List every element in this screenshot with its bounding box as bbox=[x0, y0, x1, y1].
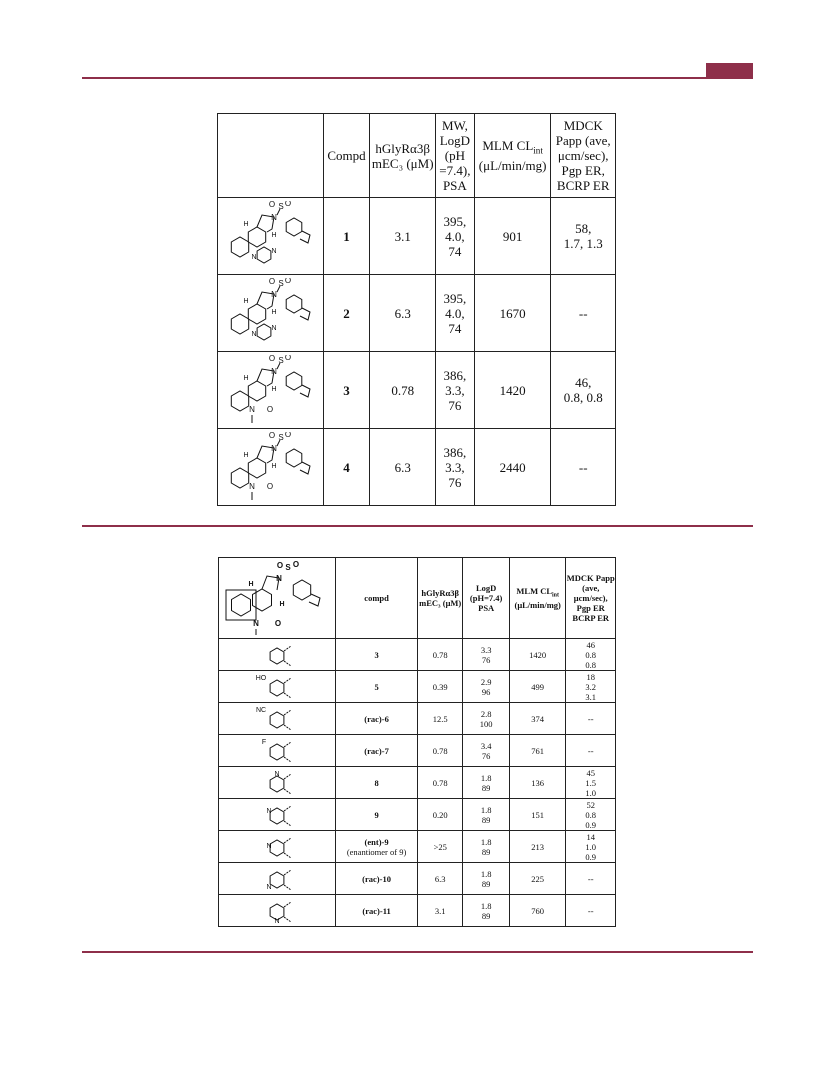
aryl-ring bbox=[270, 648, 284, 664]
cell-ec3: 0.78 bbox=[370, 352, 436, 429]
substituent-structure bbox=[219, 831, 336, 863]
sulfur-label: S bbox=[285, 563, 291, 572]
table-row bbox=[218, 275, 616, 352]
oxygen-label: O bbox=[269, 432, 276, 440]
cell-ec3: 0.78 bbox=[417, 735, 462, 767]
table-row bbox=[219, 767, 616, 799]
central-ring bbox=[249, 304, 266, 324]
oxygen-label: O bbox=[285, 201, 292, 208]
cell-compd: 2 bbox=[323, 275, 370, 352]
cell-mdck: -- bbox=[551, 429, 616, 506]
substituent-structure bbox=[219, 671, 336, 703]
sulfur-label: S bbox=[278, 202, 284, 211]
table-row bbox=[219, 831, 616, 863]
cell-ec3: 12.5 bbox=[417, 703, 462, 735]
cell-ec3: 3.1 bbox=[370, 198, 436, 275]
attachment-bond bbox=[284, 902, 291, 907]
header-compd: compd bbox=[336, 558, 418, 639]
substituent-label: NC bbox=[256, 706, 267, 714]
nitrogen-label: N bbox=[251, 331, 257, 338]
attachment-bond bbox=[284, 710, 291, 715]
cell-mlm: 374 bbox=[509, 703, 566, 735]
cell-mdck: 58, 1.7, 1.3 bbox=[551, 198, 616, 275]
nitrogen-label: N bbox=[276, 574, 282, 583]
aryl-ring bbox=[270, 744, 284, 760]
central-ring bbox=[249, 381, 266, 401]
hydrogen-label: H bbox=[243, 452, 249, 459]
benzodioxole-ring bbox=[287, 372, 303, 390]
benzodioxole-ring bbox=[293, 580, 310, 600]
header-compd: Compd bbox=[323, 114, 370, 198]
oxygen-label: O bbox=[267, 482, 274, 491]
attachment-bond bbox=[284, 870, 291, 875]
substituent-structure bbox=[219, 799, 336, 831]
cell-compd: 3 bbox=[323, 352, 370, 429]
cell-mlm: 760 bbox=[509, 895, 566, 927]
oxygen-label: O bbox=[285, 278, 292, 285]
cell-compd: 1 bbox=[323, 198, 370, 275]
cell-ec3: 0.78 bbox=[417, 639, 462, 671]
attachment-bond bbox=[284, 646, 291, 651]
cell-ec3: 0.20 bbox=[417, 799, 462, 831]
cell-mdck: 46, 0.8, 0.8 bbox=[551, 352, 616, 429]
cell-mlm: 1420 bbox=[509, 639, 566, 671]
structure-2 bbox=[218, 275, 324, 352]
dioxole-ring bbox=[300, 308, 310, 320]
dioxole-ring bbox=[309, 594, 320, 606]
attachment-bond bbox=[284, 853, 291, 858]
nitrogen-label: N bbox=[271, 325, 277, 332]
substituent-structure bbox=[219, 703, 336, 735]
header-ec3: hGlyRα3β mEC₃ (μM) bbox=[370, 114, 436, 198]
hydrogen-label: H bbox=[243, 221, 249, 228]
attachment-bond bbox=[284, 789, 291, 794]
cell-mdck: -- bbox=[566, 703, 616, 735]
nitrogen-label: N bbox=[249, 405, 256, 414]
attachment-bond bbox=[284, 725, 291, 730]
central-ring bbox=[249, 227, 266, 247]
cell-mlm: 901 bbox=[474, 198, 551, 275]
bottom-rule bbox=[82, 951, 753, 953]
table-row bbox=[219, 799, 616, 831]
hydrogen-label: H bbox=[271, 309, 277, 316]
oxygen-label: O bbox=[285, 432, 292, 439]
cell-compd: (rac)-6 bbox=[336, 703, 418, 735]
hydrogen-label: H bbox=[271, 232, 277, 239]
structure-3 bbox=[218, 352, 324, 429]
cell-compd: 5 bbox=[336, 671, 418, 703]
hydrogen-label: H bbox=[279, 601, 285, 608]
cell-mlm: 213 bbox=[509, 831, 566, 863]
header-structure bbox=[218, 114, 324, 198]
cell-compd: 4 bbox=[323, 429, 370, 506]
nitrogen-label: N bbox=[271, 444, 278, 453]
benzo-ring bbox=[232, 314, 249, 334]
table-row bbox=[218, 429, 616, 506]
table-row bbox=[219, 639, 616, 671]
cell-mdck: 45 1.5 1.0 bbox=[566, 767, 616, 799]
cell-logd: 2.9 96 bbox=[463, 671, 509, 703]
hydrogen-label: H bbox=[271, 386, 277, 393]
aryl-ring bbox=[270, 808, 284, 824]
substituent-structure bbox=[219, 863, 336, 895]
sulfur-label: S bbox=[278, 356, 284, 365]
header-logd: LogD (pH=7.4) PSA bbox=[463, 558, 509, 639]
cell-logd: 3.4 76 bbox=[463, 735, 509, 767]
attachment-bond bbox=[284, 917, 291, 922]
cell-mdck: -- bbox=[566, 735, 616, 767]
substituent-label: HO bbox=[255, 674, 267, 682]
substituent-label: N bbox=[274, 770, 280, 778]
top-rule bbox=[82, 77, 753, 79]
nitrogen-label: N bbox=[251, 254, 257, 261]
hydrogen-label: H bbox=[248, 581, 254, 588]
cell-mw: 386, 3.3, 76 bbox=[436, 352, 475, 429]
oxygen-label: O bbox=[274, 619, 282, 628]
cell-mlm: 1670 bbox=[474, 275, 551, 352]
central-ring bbox=[249, 458, 266, 478]
cell-mlm: 499 bbox=[509, 671, 566, 703]
nitrogen-label: N bbox=[271, 367, 278, 376]
benzo-ring bbox=[232, 237, 249, 257]
cell-mlm: 225 bbox=[509, 863, 566, 895]
substituent-structure bbox=[219, 767, 336, 799]
header-mlm: MLM $CL_{int}$ (μL/min/mg) bbox=[474, 114, 551, 198]
aryl-ring bbox=[270, 840, 284, 856]
cell-ec3: >25 bbox=[417, 831, 462, 863]
attachment-bond bbox=[284, 757, 291, 762]
attachment-bond bbox=[284, 806, 291, 811]
cell-mdck: 52 0.8 0.9 bbox=[566, 799, 616, 831]
cell-compd-note: (enantiomer of 9) bbox=[346, 846, 407, 857]
central-ring bbox=[253, 589, 272, 611]
attachment-bond bbox=[284, 678, 291, 683]
oxygen-label: O bbox=[285, 355, 292, 362]
benzo-ring bbox=[232, 391, 249, 411]
benzo-ring bbox=[232, 468, 249, 488]
hydrogen-label: H bbox=[271, 463, 277, 470]
substituent-label: F bbox=[261, 738, 267, 746]
cell-compd: 3 bbox=[336, 639, 418, 671]
sulfur-label: S bbox=[278, 279, 284, 288]
oxygen-label: O bbox=[269, 201, 276, 209]
header-mw: MW, LogD (pH =7.4), PSA bbox=[436, 114, 475, 198]
cell-ec3: 0.39 bbox=[417, 671, 462, 703]
table-row bbox=[219, 863, 616, 895]
cell-ec3: 3.1 bbox=[417, 895, 462, 927]
attachment-bond bbox=[284, 661, 291, 666]
table-row bbox=[219, 735, 616, 767]
attachment-bond bbox=[284, 885, 291, 890]
sulfur-label: S bbox=[278, 433, 284, 442]
header-mdck: MDCK Papp (ave, μcm/sec), Pgp ER, BCRP ER bbox=[551, 114, 616, 198]
nitrogen-label: N bbox=[271, 290, 278, 299]
middle-rule bbox=[82, 525, 753, 527]
cell-mdck: -- bbox=[566, 863, 616, 895]
header-core-structure bbox=[219, 558, 336, 639]
cell-logd: 1.8 89 bbox=[463, 767, 509, 799]
cell-mlm: 1420 bbox=[474, 352, 551, 429]
header-tab bbox=[706, 63, 753, 77]
cell-logd: 3.3 76 bbox=[463, 639, 509, 671]
attachment-bond bbox=[284, 693, 291, 698]
cell-ec3: 0.78 bbox=[417, 767, 462, 799]
aryl-ring bbox=[270, 872, 284, 888]
cell-mdck: 46 0.8 0.8 bbox=[566, 639, 616, 671]
substituent-label: N bbox=[274, 917, 280, 925]
attachment-bond bbox=[284, 838, 291, 843]
cell-mlm: 2440 bbox=[474, 429, 551, 506]
nitrogen-label: N bbox=[253, 619, 259, 628]
attachment-bond bbox=[284, 774, 291, 779]
nitrogen-label: N bbox=[271, 248, 277, 255]
cell-logd: 1.8 89 bbox=[463, 863, 509, 895]
imidazole-ring bbox=[257, 247, 271, 263]
cell-mdck: -- bbox=[551, 275, 616, 352]
cell-mlm: 761 bbox=[509, 735, 566, 767]
dioxole-ring bbox=[300, 462, 310, 474]
aryl-ring bbox=[270, 776, 284, 792]
cell-compd: (rac)-7 bbox=[336, 735, 418, 767]
table-compounds-1 bbox=[217, 113, 616, 506]
aryl-ring bbox=[270, 712, 284, 728]
substituent-label: N bbox=[266, 842, 272, 850]
table-row bbox=[218, 198, 616, 275]
substituent-label: N bbox=[266, 883, 272, 891]
cell-ec3: 6.3 bbox=[370, 275, 436, 352]
hydrogen-label: H bbox=[243, 375, 249, 382]
cell-compd: 9 bbox=[336, 799, 418, 831]
cell-compd: (rac)-10 bbox=[336, 863, 418, 895]
substituent-structure bbox=[219, 735, 336, 767]
cell-compd: (ent)-9 (enantiomer of 9) bbox=[336, 831, 418, 863]
oxygen-label: O bbox=[269, 355, 276, 363]
benzodioxole-ring bbox=[287, 449, 303, 467]
oxygen-label: O bbox=[276, 561, 284, 570]
substituent-structure bbox=[219, 639, 336, 671]
dioxole-ring bbox=[300, 385, 310, 397]
dioxole-ring bbox=[300, 231, 310, 243]
header-ec3: hGlyRα3β mEC₃ (μM) bbox=[417, 558, 462, 639]
cell-logd: 1.8 89 bbox=[463, 799, 509, 831]
substituent-structure bbox=[219, 895, 336, 927]
cell-mlm: 151 bbox=[509, 799, 566, 831]
cell-compd: 8 bbox=[336, 767, 418, 799]
imidazole-ring bbox=[257, 324, 271, 340]
cell-mdck: 14 1.0 0.9 bbox=[566, 831, 616, 863]
cell-mdck: -- bbox=[566, 895, 616, 927]
oxygen-label: O bbox=[267, 405, 274, 414]
header-mlm: MLM $CL_{int}$ (μL/min/mg) bbox=[509, 558, 566, 639]
attachment-bond bbox=[284, 742, 291, 747]
header-mdck: MDCK Papp (ave, μcm/sec), Pgp ER BCRP ER bbox=[566, 558, 616, 639]
cell-logd: 1.8 89 bbox=[463, 895, 509, 927]
nitrogen-label: N bbox=[249, 482, 256, 491]
nitrogen-label: N bbox=[271, 213, 278, 222]
benzo-ring bbox=[232, 594, 251, 616]
table-row bbox=[218, 352, 616, 429]
hydrogen-label: H bbox=[243, 298, 249, 305]
substituent-label: N bbox=[266, 807, 272, 815]
table-row bbox=[219, 703, 616, 735]
table-row bbox=[219, 671, 616, 703]
oxygen-label: O bbox=[269, 278, 276, 286]
cell-mw: 395, 4.0, 74 bbox=[436, 275, 475, 352]
benzodioxole-ring bbox=[287, 295, 303, 313]
cell-mdck: 18 3.2 3.1 bbox=[566, 671, 616, 703]
structure-1 bbox=[218, 198, 324, 275]
cell-compd: (rac)-11 bbox=[336, 895, 418, 927]
benzodioxole-ring bbox=[287, 218, 303, 236]
oxygen-label: O bbox=[292, 560, 300, 569]
cell-ec3: 6.3 bbox=[370, 429, 436, 506]
table-compounds-2 bbox=[218, 557, 616, 927]
cell-mlm: 136 bbox=[509, 767, 566, 799]
table-row bbox=[219, 895, 616, 927]
structure-4 bbox=[218, 429, 324, 506]
cell-mw: 395, 4.0, 74 bbox=[436, 198, 475, 275]
cell-ec3: 6.3 bbox=[417, 863, 462, 895]
attachment-bond bbox=[284, 821, 291, 826]
cell-logd: 2.8 100 bbox=[463, 703, 509, 735]
cell-logd: 1.8 89 bbox=[463, 831, 509, 863]
aryl-ring bbox=[270, 680, 284, 696]
cell-mw: 386, 3.3, 76 bbox=[436, 429, 475, 506]
